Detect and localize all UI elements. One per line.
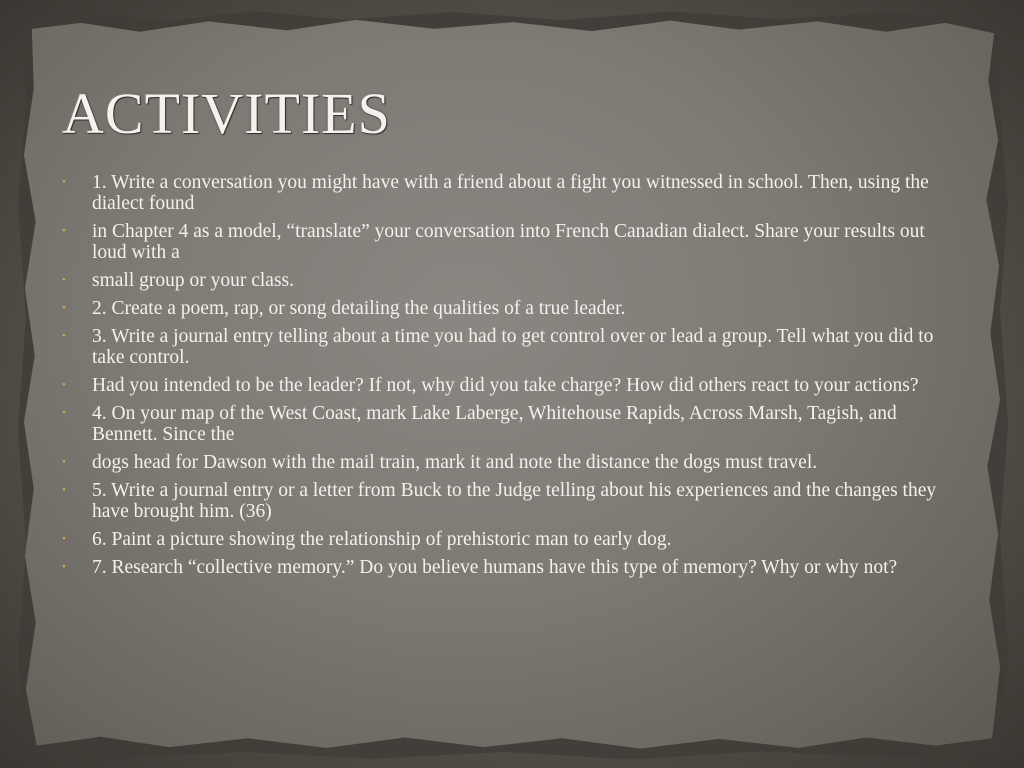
list-item [62, 270, 962, 291]
list-item [62, 403, 962, 445]
bullet-icon: • [62, 330, 66, 342]
bullet-icon: • [62, 456, 66, 468]
item-text: 2. Create a poem, rap, or song detailing the qualities of a true leader. [92, 298, 626, 319]
bullet-icon: • [62, 533, 66, 545]
item-text: 3. Write a journal entry telling about a time you had to get control over or lead a group. Tell what you did to take control. [92, 326, 934, 368]
list-item [62, 375, 962, 396]
bullet-icon: • [62, 274, 66, 286]
list-item [62, 298, 962, 319]
item-text: small group or your class. [92, 270, 295, 291]
slide-title: ACTIVITIES [62, 81, 391, 146]
list-item [62, 557, 962, 578]
item-text: 4. On your map of the West Coast, mark Lake Laberge, Whitehouse Rapids, Across Marsh, Tagish, and Bennett. Since the [92, 403, 897, 445]
bullet-icon: • [62, 176, 66, 188]
bullet-icon: • [62, 561, 66, 573]
item-text: in Chapter 4 as a model, “translate” your conversation into French Canadian dialect. Share your results out loud with a [92, 221, 925, 263]
item-text: dogs head for Dawson with the mail train, mark it and note the distance the dogs must travel. [92, 452, 818, 473]
list-item [62, 480, 962, 522]
item-text: 7. Research “collective memory.” Do you believe humans have this type of memory? Why or why not? [92, 557, 898, 578]
list-item [62, 529, 962, 550]
item-text: 1. Write a conversation you might have with a friend about a fight you witnessed in school. Then, using the dialect found [92, 172, 929, 214]
list-item [62, 221, 962, 263]
bullet-icon: • [62, 407, 66, 419]
list-item [62, 326, 962, 368]
list-item [62, 172, 962, 214]
item-text: 5. Write a journal entry or a letter from Buck to the Judge telling about his experiences and the changes they have brought him. (36) [92, 480, 937, 522]
bullet-icon: • [62, 379, 66, 391]
bullet-icon: • [62, 302, 66, 314]
activities-list [62, 172, 962, 585]
item-text: Had you intended to be the leader? If not, why did you take charge? How did others react to your actions? [92, 375, 919, 396]
bullet-icon: • [62, 484, 66, 496]
item-text: 6. Paint a picture showing the relationship of prehistoric man to early dog. [92, 529, 672, 550]
bullet-icon: • [62, 225, 66, 237]
list-item [62, 452, 962, 473]
